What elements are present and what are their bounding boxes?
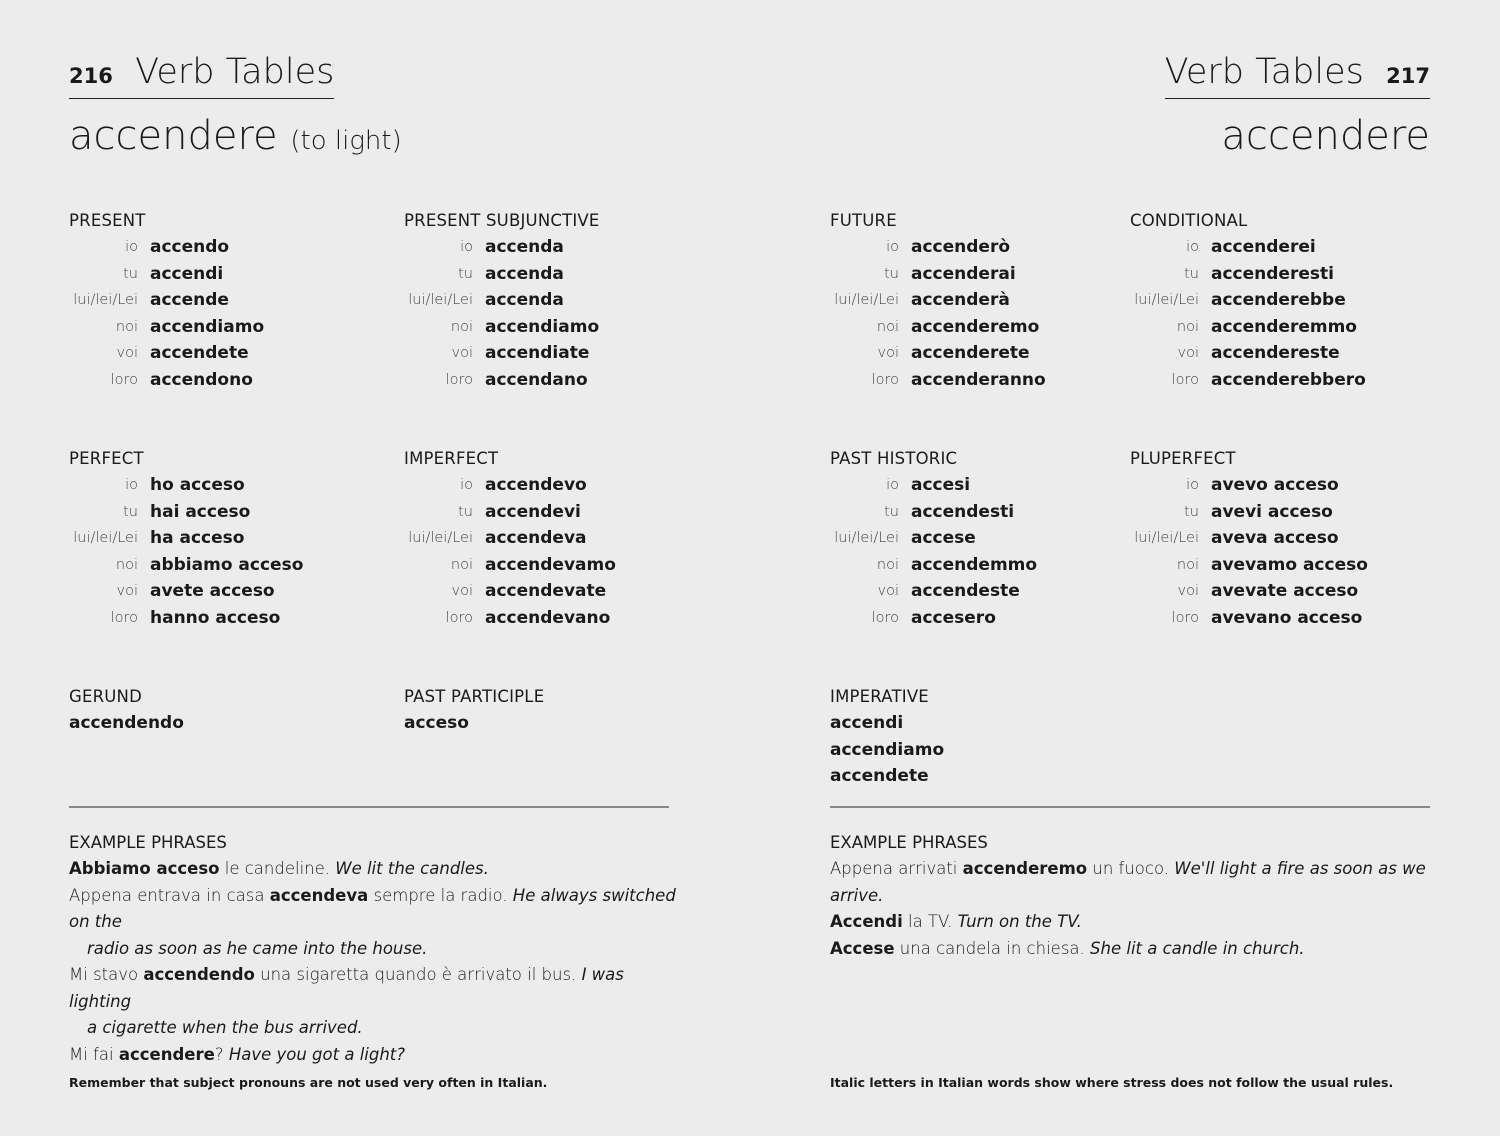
conjugation-row <box>69 261 264 288</box>
verb-form: accenda <box>485 237 564 258</box>
conjugation-row <box>404 578 616 605</box>
pronoun: voi <box>451 345 473 362</box>
pronoun: lui/lei/Lei <box>834 292 899 309</box>
verb-form: accenderebbe <box>1211 290 1346 311</box>
tense-imperfect <box>404 446 616 631</box>
imperative-heading: IMPERATIVE <box>830 687 929 706</box>
pronoun: io <box>1186 477 1199 494</box>
past-participle-heading: PAST PARTICIPLE <box>404 687 545 706</box>
past-participle-block <box>404 684 544 737</box>
verb-form: avevano acceso <box>1211 607 1363 628</box>
divider-right <box>830 806 1430 808</box>
example-phrase <box>69 962 679 1042</box>
conjugation-row <box>1130 234 1366 261</box>
conjugation-row <box>404 605 616 632</box>
page-number-right: 217 <box>1386 64 1430 88</box>
conjugation-row <box>404 261 600 288</box>
pronoun: io <box>125 477 138 494</box>
example-translation: We lit the candles. <box>335 859 489 878</box>
example-phrases-heading: EXAMPLE PHRASES <box>830 833 988 852</box>
conjugation-row <box>404 552 616 579</box>
verb-form: accenderesti <box>1211 263 1334 284</box>
conjugation-row <box>1130 367 1366 394</box>
verb-form: accenda <box>485 263 564 284</box>
running-head-left <box>69 52 334 99</box>
pronoun: lui/lei/Lei <box>408 530 473 547</box>
conjugation-row <box>830 261 1046 288</box>
conjugation-row <box>404 287 600 314</box>
pronoun: noi <box>876 318 899 335</box>
gerund-value: accendendo <box>69 713 184 733</box>
pronoun: tu <box>123 503 138 520</box>
tense-pluperfect <box>1130 446 1368 631</box>
tense-future <box>830 208 1046 393</box>
example-translation: Turn on the TV. <box>957 912 1082 931</box>
pronoun: io <box>125 239 138 256</box>
conjugation-row <box>830 287 1046 314</box>
divider-left <box>69 806 669 808</box>
example-bold: accendendo <box>143 965 255 984</box>
tense-past-historic <box>830 446 1037 631</box>
example-bold: accenderemo <box>962 859 1088 878</box>
tense-present-subjunctive <box>404 208 600 393</box>
tense-heading: PRESENT SUBJUNCTIVE <box>404 211 600 230</box>
verb-form: accendevate <box>485 581 607 602</box>
past-participle-value: acceso <box>404 713 469 733</box>
imperative-value: accendiamo <box>830 739 945 760</box>
example-post: un fuoco. <box>1087 859 1175 878</box>
pronoun: tu <box>123 265 138 282</box>
verb-form: accendevo <box>485 475 587 496</box>
pronoun: loro <box>871 371 899 388</box>
verb-form: accese <box>911 528 976 549</box>
verb-form: accenderei <box>1211 237 1316 258</box>
example-phrase <box>830 936 1450 963</box>
example-post: una candela in chiesa. <box>894 938 1091 958</box>
pronoun: lui/lei/Lei <box>73 292 138 309</box>
example-phrases-right <box>830 830 1450 962</box>
pronoun: voi <box>877 345 899 362</box>
verb-form: accendevi <box>485 501 581 522</box>
verb-form: accenderemmo <box>1211 316 1357 337</box>
verb-form: accenderanno <box>911 369 1046 390</box>
example-phrase <box>69 883 679 963</box>
conjugation-row <box>830 578 1037 605</box>
page-number-left: 216 <box>69 64 113 88</box>
conjugation-row <box>69 287 264 314</box>
example-pre: Mi stavo <box>69 965 144 984</box>
gerund-heading: GERUND <box>69 687 143 706</box>
tense-heading: PAST HISTORIC <box>830 449 958 468</box>
verb-form: accendi <box>150 263 224 284</box>
conjugation-row <box>830 234 1046 261</box>
tense-perfect <box>69 446 303 631</box>
running-head-title-left: Verb Tables <box>135 52 335 92</box>
pronoun: io <box>886 477 899 494</box>
verb-form: accendereste <box>1211 343 1340 364</box>
example-translation-continued: radio as soon as he came into the house. <box>87 938 428 958</box>
conjugation-row <box>1130 340 1366 367</box>
example-phrase <box>69 1042 679 1069</box>
imperative-value: accendete <box>830 766 929 786</box>
footnote-right: Italic letters in Italian words show where stress does not follow the usual rules. <box>830 1075 1394 1090</box>
verb-form: accendemmo <box>911 554 1038 575</box>
tense-heading: IMPERFECT <box>404 449 499 468</box>
tense-heading: CONDITIONAL <box>1130 211 1248 230</box>
conjugation-row <box>404 472 616 499</box>
verb-form: accesi <box>911 475 971 496</box>
conjugation-row <box>1130 287 1366 314</box>
example-translation-continued: a cigarette when the bus arrived. <box>87 1018 363 1037</box>
conjugation-row <box>69 525 303 552</box>
pronoun: loro <box>445 609 473 626</box>
example-translation: I was lighting <box>69 965 624 1011</box>
conjugation-row <box>1130 605 1368 632</box>
conjugation-row <box>830 499 1037 526</box>
pronoun: noi <box>450 318 473 335</box>
running-head-right <box>1165 52 1430 99</box>
verb-form: accendevano <box>485 607 611 628</box>
pronoun: io <box>886 239 899 256</box>
example-post: sempre la radio. <box>368 885 513 905</box>
verb-form: accendiate <box>485 343 590 364</box>
example-post: ? <box>214 1044 229 1064</box>
pronoun: noi <box>1176 318 1199 335</box>
verb-form: accendono <box>150 369 253 390</box>
verb-form: accenderai <box>911 263 1016 284</box>
verb-form: hai acceso <box>150 501 251 522</box>
conjugation-row <box>830 525 1037 552</box>
conjugation-row <box>404 340 600 367</box>
conjugation-row <box>404 314 600 341</box>
pronoun: voi <box>116 345 138 362</box>
verb-form: accendiamo <box>485 316 600 337</box>
conjugation-row <box>69 499 303 526</box>
verb-form: accendete <box>150 343 249 364</box>
verb-form: avevamo acceso <box>1211 554 1368 575</box>
example-bold: accendeva <box>269 885 369 905</box>
pronoun: tu <box>1184 265 1199 282</box>
pronoun: lui/lei/Lei <box>1134 292 1199 309</box>
conjugation-row <box>1130 261 1366 288</box>
verb-form: accendano <box>485 369 588 390</box>
example-phrases-heading: EXAMPLE PHRASES <box>69 833 227 852</box>
conjugation-row <box>830 605 1037 632</box>
verb-form: aveva acceso <box>1211 528 1339 549</box>
pronoun: noi <box>1176 556 1199 573</box>
verb-form: accendo <box>150 237 230 258</box>
pronoun: tu <box>1184 503 1199 520</box>
verb-form: accendesti <box>911 501 1015 522</box>
verb-form: avevate acceso <box>1211 581 1359 602</box>
pronoun: tu <box>458 265 473 282</box>
verb-title-left <box>69 112 402 165</box>
verb-form: accenderà <box>911 290 1010 311</box>
gerund-block <box>69 684 184 737</box>
conjugation-row <box>830 472 1037 499</box>
footnote-left: Remember that subject pronouns are not used very often in Italian. <box>69 1075 548 1090</box>
example-bold: accendere <box>118 1044 215 1064</box>
pronoun: lui/lei/Lei <box>1134 530 1199 547</box>
example-post: una sigaretta quando è arrivato il bus. <box>254 965 582 984</box>
example-translation: She lit a candle in church. <box>1090 938 1305 958</box>
conjugation-row <box>1130 314 1366 341</box>
conjugation-row <box>69 314 264 341</box>
conjugation-row <box>1130 578 1368 605</box>
verb-form: accesero <box>911 607 996 628</box>
example-pre: Mi fai <box>69 1044 119 1064</box>
verb-form: avevo acceso <box>1211 475 1339 496</box>
pronoun: loro <box>110 609 138 626</box>
verb-infinitive: accendere <box>69 113 278 159</box>
verb-form: avete acceso <box>150 581 275 602</box>
example-phrase <box>69 856 679 883</box>
conjugation-row <box>69 605 303 632</box>
conjugation-row <box>404 499 616 526</box>
conjugation-row <box>69 234 264 261</box>
conjugation-row <box>404 367 600 394</box>
tense-heading: PRESENT <box>69 211 146 230</box>
example-phrase <box>830 856 1450 909</box>
conjugation-row <box>69 552 303 579</box>
verb-form: avevi acceso <box>1211 501 1333 522</box>
example-translation: We'll light a fire as soon as we arrive. <box>830 859 1426 905</box>
verb-form: accendeva <box>485 528 587 549</box>
conjugation-row <box>1130 552 1368 579</box>
conjugation-row <box>1130 525 1368 552</box>
pronoun: noi <box>450 556 473 573</box>
conjugation-row <box>69 578 303 605</box>
conjugation-row <box>830 340 1046 367</box>
imperative-value: accendi <box>830 713 904 733</box>
conjugation-row <box>69 367 264 394</box>
pronoun: loro <box>110 371 138 388</box>
pronoun: loro <box>871 609 899 626</box>
tense-conditional <box>1130 208 1366 393</box>
pronoun: loro <box>445 371 473 388</box>
pronoun: io <box>460 239 473 256</box>
conjugation-row <box>1130 472 1368 499</box>
pronoun: voi <box>1177 345 1199 362</box>
pronoun: tu <box>458 503 473 520</box>
example-translation: He always switched on the <box>69 885 676 931</box>
pronoun: noi <box>115 556 138 573</box>
example-bold: Accese <box>830 938 895 958</box>
conjugation-row <box>404 525 616 552</box>
example-bold: Accendi <box>830 912 903 931</box>
pronoun: voi <box>877 583 899 600</box>
example-pre: Appena arrivati <box>830 859 963 878</box>
conjugation-row <box>69 472 303 499</box>
example-pre: Appena entrava in casa <box>69 885 270 905</box>
conjugation-row <box>830 314 1046 341</box>
verb-form: accenderete <box>911 343 1030 364</box>
conjugation-row <box>404 234 600 261</box>
verb-form: abbiamo acceso <box>150 554 304 575</box>
tense-heading: PLUPERFECT <box>1130 449 1236 468</box>
tense-heading: PERFECT <box>69 449 144 468</box>
verb-form: ha acceso <box>150 528 245 549</box>
conjugation-row <box>69 340 264 367</box>
pronoun: loro <box>1171 371 1199 388</box>
verb-form: hanno acceso <box>150 607 281 628</box>
pronoun: lui/lei/Lei <box>73 530 138 547</box>
verb-form: accendevamo <box>485 554 616 575</box>
verb-form: accendeste <box>911 581 1020 602</box>
conjugation-row <box>830 367 1046 394</box>
pronoun: voi <box>451 583 473 600</box>
example-post: le candeline. <box>219 859 336 878</box>
pronoun: noi <box>115 318 138 335</box>
verb-form: accendiamo <box>150 316 265 337</box>
pronoun: voi <box>1177 583 1199 600</box>
example-translation: Have you got a light? <box>228 1044 406 1064</box>
verb-form: ho acceso <box>150 475 245 496</box>
verb-title-right: accendere <box>1221 113 1430 159</box>
conjugation-row <box>830 552 1037 579</box>
pronoun: loro <box>1171 609 1199 626</box>
verb-form: accenda <box>485 290 564 311</box>
tense-present <box>69 208 264 393</box>
verb-form: accenderebbero <box>1211 369 1366 390</box>
conjugation-row <box>1130 499 1368 526</box>
pronoun: io <box>460 477 473 494</box>
example-phrases-left <box>69 830 679 1068</box>
pronoun: noi <box>876 556 899 573</box>
example-post: la TV. <box>902 912 958 931</box>
imperative-block <box>830 684 944 790</box>
pronoun: tu <box>884 265 899 282</box>
example-bold: Abbiamo acceso <box>69 859 220 878</box>
example-phrase <box>830 909 1450 936</box>
tense-heading: FUTURE <box>830 211 897 230</box>
pronoun: voi <box>116 583 138 600</box>
running-head-title-right: Verb Tables <box>1164 52 1364 92</box>
pronoun: lui/lei/Lei <box>408 292 473 309</box>
verb-form: accenderò <box>911 237 1011 258</box>
verb-form: accende <box>150 290 229 311</box>
verb-form: accenderemo <box>911 316 1040 337</box>
verb-gloss: (to light) <box>290 126 402 156</box>
pronoun: io <box>1186 239 1199 256</box>
pronoun: lui/lei/Lei <box>834 530 899 547</box>
pronoun: tu <box>884 503 899 520</box>
